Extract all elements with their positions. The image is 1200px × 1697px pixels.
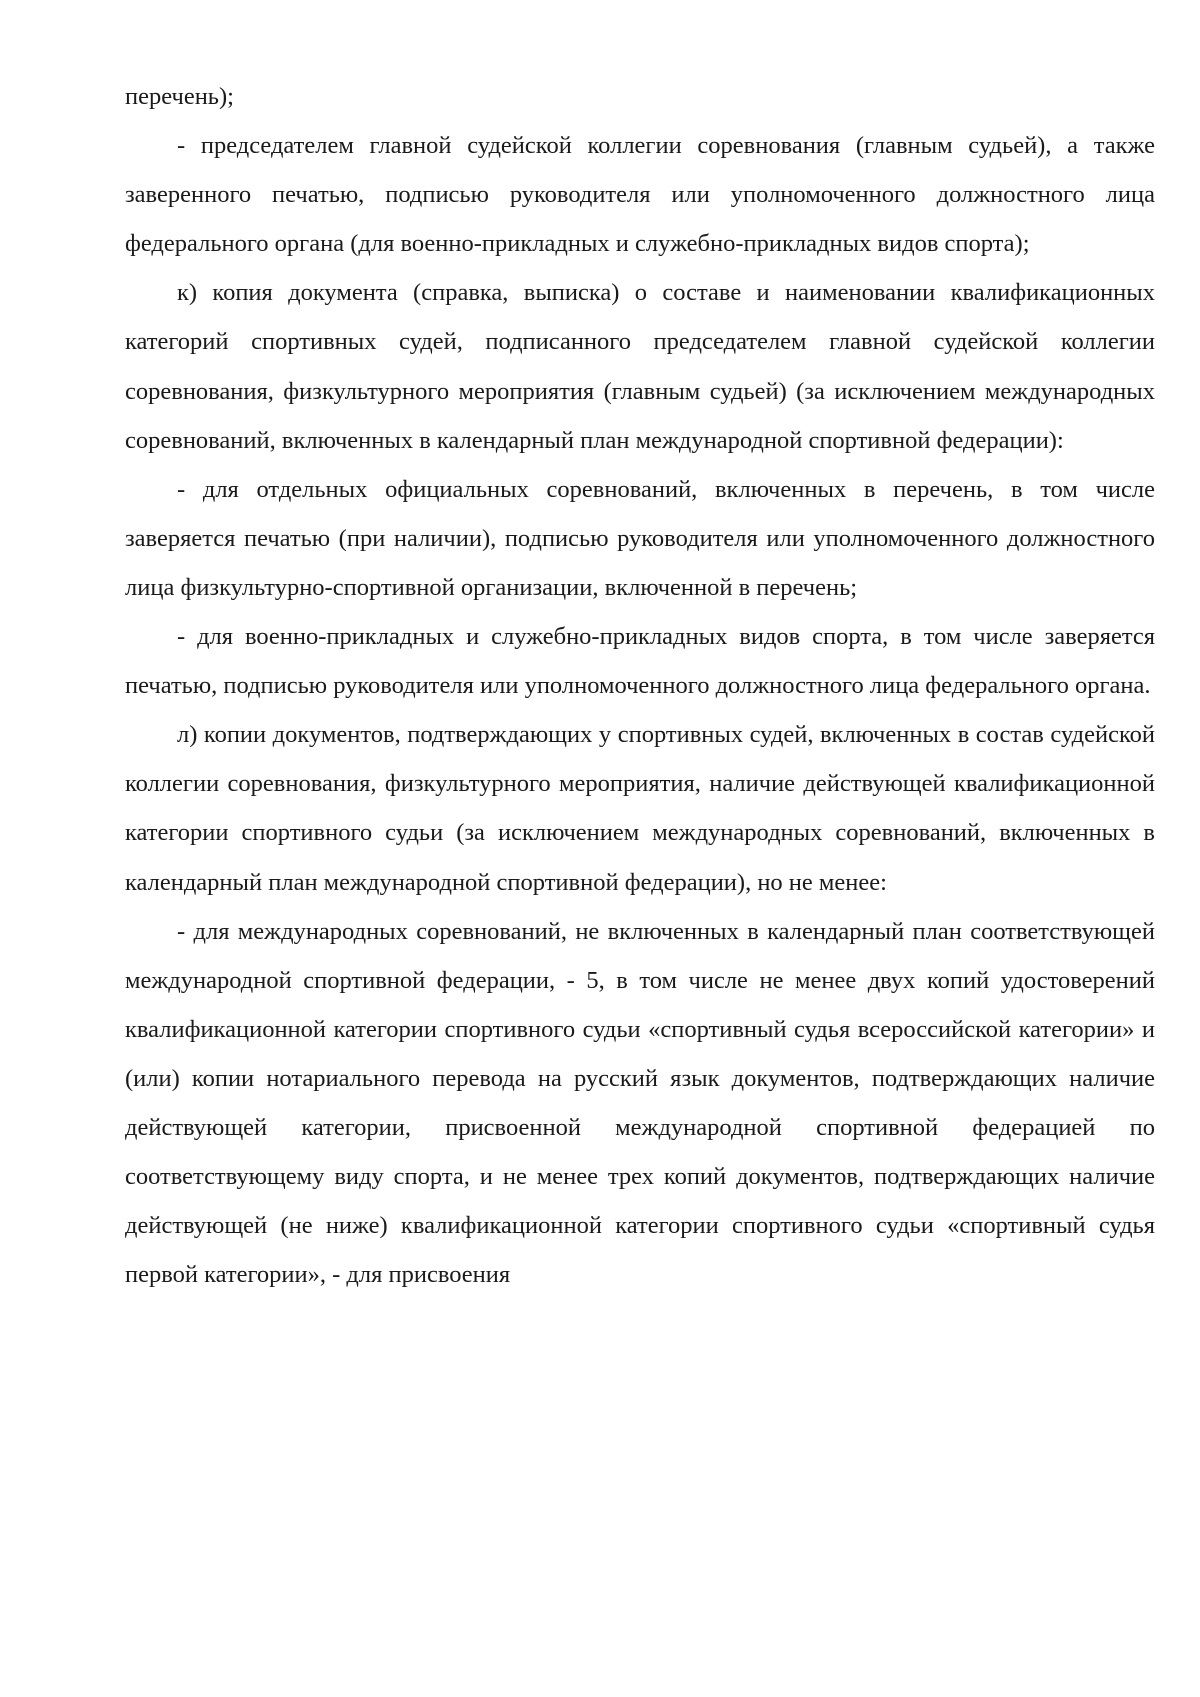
- paragraph-6: л) копии документов, подтверждающих у спортивных судей, включенных в состав судейской коллегии соревнования, физкультурного мероприятия, наличие действующей квалификационной категории спортивного судьи (за исключением международных соревнований, включенных в календарный план международной спортивной федерации), но не менее:: [125, 721, 1155, 896]
- paragraph-3: к) копия документа (справка, выписка) о составе и наименовании квалификационных категорий спортивных судей, подписанного председателем главной судейской коллегии соревнования, физкультурного мероприятия (главным судьей) (за исключением международных соревнований, включенных в календарный план международной спортивной федерации):: [125, 279, 1155, 454]
- paragraph-5: - для военно-прикладных и служебно-прикладных видов спорта, в том числе заверяется печатью, подписью руководителя или уполномоченного должностного лица федерального органа.: [125, 623, 1155, 700]
- paragraph-1: перечень);: [125, 83, 234, 110]
- paragraph-7: - для международных соревнований, не включенных в календарный план соответствующей международной спортивной федерации, - 5, в том числе не менее двух копий удостоверений квалификационной категории спортивного судьи «спортивный судья всероссийской категории» и (или) копии нотариального перевода на русский язык документов, подтверждающих наличие действующей категории, присвоенной международной спортивной федерацией по соответствующему виду спорта, и не менее трех копий документов, подтверждающих наличие действующей (не ниже) квалификационной категории спортивного судьи «спортивный судья первой категории», - для присвоения: [125, 917, 1155, 1289]
- document-body: [125, 72, 1155, 1299]
- paragraph-4: - для отдельных официальных соревнований, включенных в перечень, в том числе заверяется печатью (при наличии), подписью руководителя или уполномоченного должностного лица физкультурно-спортивной организации, включенной в перечень;: [125, 475, 1155, 601]
- paragraph-2: - председателем главной судейской коллегии соревнования (главным судьей), а также заверенного печатью, подписью руководителя или уполномоченного должностного лица федерального органа (для военно-прикладных и служебно-прикладных видов спорта);: [125, 132, 1155, 258]
